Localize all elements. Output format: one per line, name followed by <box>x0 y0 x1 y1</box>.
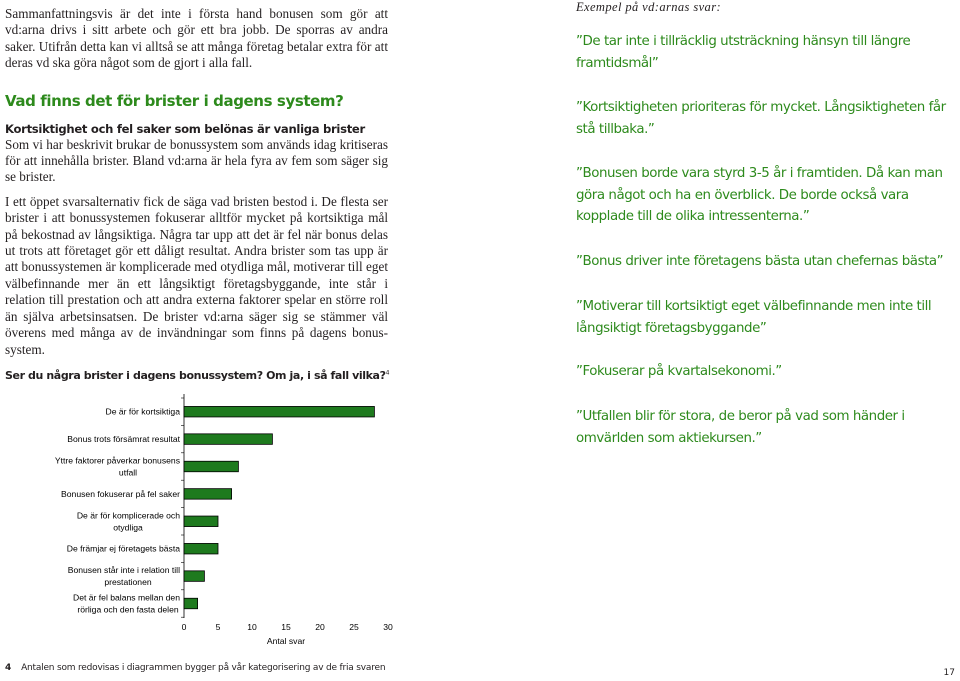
footnote-number: 4 <box>5 663 12 673</box>
subheading: Kortsiktighet och fel saker som belönas är vanliga brister <box>5 121 365 136</box>
bar-chart <box>0 390 400 650</box>
x-tick-label: 20 <box>315 622 325 632</box>
section-heading: Vad finns det för brister i dagens system? <box>5 91 344 110</box>
page-number: 17 <box>943 668 955 678</box>
left-column <box>5 6 388 358</box>
category-label: De är för komplicerade och otydliga <box>76 510 180 533</box>
bar <box>184 434 272 445</box>
x-axis-label: Antal svar <box>266 636 306 646</box>
bar <box>184 461 238 472</box>
footnote <box>5 663 385 673</box>
category-label: Det är fel balans mellan den rörliga och den fasta delen <box>72 592 180 615</box>
body-paragraph-2: I ett öppet svarsalternativ fick de säga vad bristen bestod i. De flesta ser brister i att bonussystemen fokuserar alltför mycket på kortsiktiga mål på bekostnad av långsiktiga. Några tar upp att det är fel när bonus delas ut trots att företaget gör ett dåligt resultat. Andra brister som tas upp är att bonussystemen är komplicerade med otydliga mål, motiverar till eget välbefinnande mer än ett långsiktigt företagsbyggande, inte står i relation till prestation och att andra externa faktorer spelar en större roll än själva arbetsinsatsen. De brister vd:arna säger sig se stämmer väl överens med många av de invändningar som finns på dagens bonus-system. <box>5 193 388 357</box>
category-label: Bonusen fokuserar på fel saker <box>61 488 180 499</box>
quote-item: ”Kortsiktigheten prioriteras för mycket. Långsiktigheten får stå tillbaka.” <box>576 100 946 137</box>
quote-item: ”Bonus driver inte företagens bästa utan chefernas bästa” <box>576 254 944 269</box>
category-label: De främjar ej företagets bästa <box>66 543 180 554</box>
bar <box>184 598 198 609</box>
x-tick-label: 0 <box>181 622 187 632</box>
category-label: Yttre faktorer påverkar bonusens utfall <box>54 455 180 478</box>
bar <box>184 516 218 527</box>
body-paragraph-1: Som vi har beskrivit brukar de bonussystem som används idag kritiseras för att innehålla brister. Bland vd:arna är hela fyra av fem som säger sig se brister. <box>5 136 388 185</box>
x-tick-label: 25 <box>349 622 359 632</box>
bar <box>184 543 218 554</box>
category-label: Bonus trots försämrat resultat <box>67 434 180 445</box>
x-tick-label: 10 <box>247 622 257 632</box>
bar <box>184 406 374 417</box>
intro-paragraph: Sammanfattningsvis är det inte i första hand bonusen som gör att vd:arna drivs i sitt arbete och gör ett bra jobb. De sporras av andra saker. Utifrån detta kan vi alltså se att många företag betalar extra för att deras vd ska göra något som de gjort i alla fall. <box>5 6 388 71</box>
category-label: Bonusen står inte i relation till prestationen <box>67 565 180 588</box>
right-column <box>576 0 956 446</box>
x-tick-label: 30 <box>383 622 393 632</box>
x-tick-label: 15 <box>281 622 291 632</box>
quote-item: ”Fokuserar på kvartalsekonomi.” <box>576 364 782 379</box>
chart-question: Ser du några brister i dagens bonussystem? Om ja, i så fall vilka? <box>5 369 386 382</box>
x-tick-label: 5 <box>215 622 221 632</box>
quote-item: ”Motiverar till kortsiktigt eget välbefinnande men inte till långsiktigt företagsbyggande” <box>576 299 932 336</box>
quote-item: ”Utfallen blir för stora, de beror på vad som händer i omvärlden som aktiekursen.” <box>576 409 905 446</box>
bar <box>184 489 232 500</box>
chart-footnote-mark: 4 <box>385 369 389 377</box>
category-label: De är för kortsiktiga <box>105 406 180 417</box>
quote-item: ”De tar inte i tillräcklig utsträckning hänsyn till längre framtidsmål” <box>576 34 911 71</box>
chart-title <box>5 369 389 382</box>
footnote-text: Antalen som redovisas i diagrammen bygger på vår kategorisering av de fria svaren <box>21 663 386 673</box>
quote-item: ”Bonusen borde vara styrd 3-5 år i framtiden. Då kan man göra något och ha en överblick. De borde också vara kopplade till de olika intressenterna.” <box>576 166 943 224</box>
bar <box>184 571 204 582</box>
example-label: Exempel på vd:arnas svar: <box>576 0 722 14</box>
